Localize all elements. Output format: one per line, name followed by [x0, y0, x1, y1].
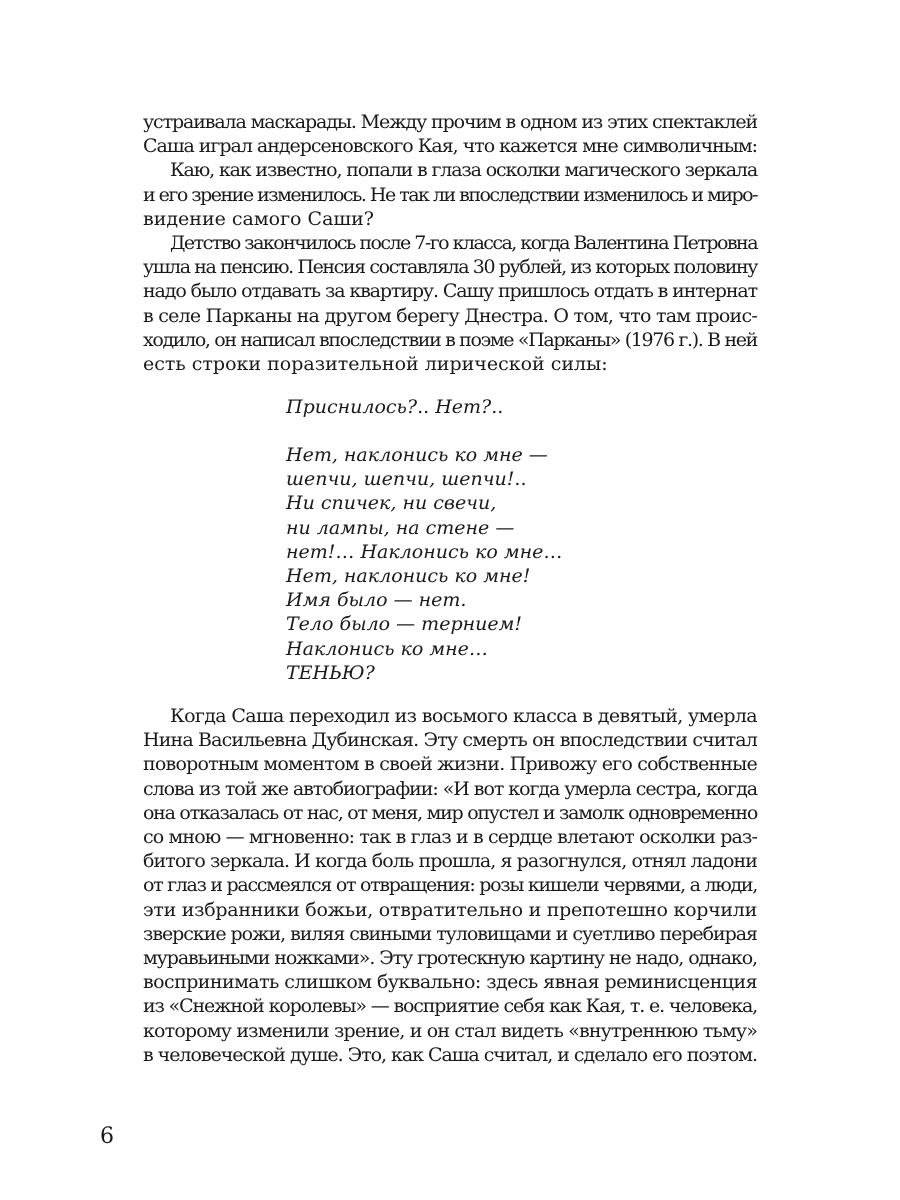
poem-line: Тело было — тернием!	[286, 613, 522, 636]
poem-line: нет!… Наклонись ко мне…	[286, 540, 563, 563]
text-line: из «Снежной королевы» — восприятие себя как Кая, т. е. человека,	[143, 995, 757, 1018]
text-line: видение самого Саши?	[143, 207, 374, 230]
text-line: Детство закончилось после 7-го класса, когда Валентина Петровна	[170, 232, 757, 255]
text-line: Саша играл андерсеновского Кая, что кажется мне символичным:	[143, 135, 757, 158]
poem-line: Приснилось?.. Нет?..	[286, 396, 504, 418]
poem-line: шепчи, шепчи, шепчи!..	[286, 468, 527, 491]
text-line: воспринимать слишком буквально: здесь явная реминисценция	[143, 971, 757, 994]
poem-line: Имя было — нет.	[286, 589, 467, 612]
text-line: в селе Парканы на другом берегу Днестра. О том, что там проис-	[143, 304, 757, 327]
poem-line: ТЕНЬЮ?	[286, 661, 375, 684]
text-line: Нина Васильевна Дубинская. Эту смерть он впоследствии считал	[143, 729, 757, 752]
text-line: битого зеркала. И когда боль прошла, я разогнулся, отнял ладони	[143, 850, 757, 873]
text-line: со мною — мгновенно: так в глаз и в сердце влетают осколки раз-	[143, 826, 757, 849]
text-line: ходило, он написал впоследствии в поэме «Парканы» (1976 г.). В ней	[143, 328, 757, 351]
text-line: которому изменили зрение, и он стал видеть «внутреннюю тьму»	[143, 1019, 757, 1042]
poem-line: Нет, наклонись ко мне!	[286, 565, 531, 588]
text-line: зверские рожи, виляя свиными туловищами и суетливо перебирая	[143, 922, 757, 945]
poem-line: Нет, наклонись ко мне —	[286, 444, 548, 466]
text-line: и его зрение изменилось. Не так ли впоследствии изменилось и миро-	[143, 183, 757, 206]
text-line: надо было отдавать за квартиру. Сашу пришлось отдать в интернат	[143, 280, 757, 303]
text-line: Когда Саша переходил из восьмого класса в девятый, умерла	[170, 705, 757, 727]
text-line: ушла на пенсию. Пенсия составляла 30 рублей, из которых половину	[143, 256, 757, 279]
text-line: муравьиными ножками». Эту гротескную картину не надо, однако,	[143, 947, 757, 970]
poem-line: Ни спичек, ни свечи,	[286, 492, 497, 515]
text-line: слова из той же автобиографии: «И вот когда умерла сестра, когда	[143, 777, 757, 800]
text-line: эти избранники божьи, отвратительно и препотешно корчили	[143, 898, 757, 921]
text-line: в человеческой душе. Это, как Саша считал, и сделало его поэтом.	[143, 1043, 757, 1066]
text-line: от глаз и рассмеялся от отвращения: розы кишели червями, а люди,	[143, 874, 757, 897]
poem-opening-line	[286, 395, 686, 419]
poem-stanza	[286, 443, 686, 685]
text-line: устраивала маскарады. Между прочим в одном из этих спектаклей	[143, 111, 757, 133]
page-number: 6	[100, 1124, 114, 1149]
paragraphs-top	[143, 110, 757, 376]
text-line: Каю, как известно, попали в глаза осколки магического зеркала	[170, 159, 757, 182]
text-line: есть строки поразительной лирической силы:	[143, 353, 608, 376]
text-line: поворотным моментом в своей жизни. Привожу его собственные	[143, 753, 757, 776]
paragraph-bottom	[143, 704, 757, 1067]
text-line: она отказалась от нас, от меня, мир опустел и замолк одновременно	[143, 801, 757, 824]
poem-line: Наклонись ко мне…	[286, 637, 488, 660]
poem-line: ни лампы, на стене —	[286, 516, 515, 539]
